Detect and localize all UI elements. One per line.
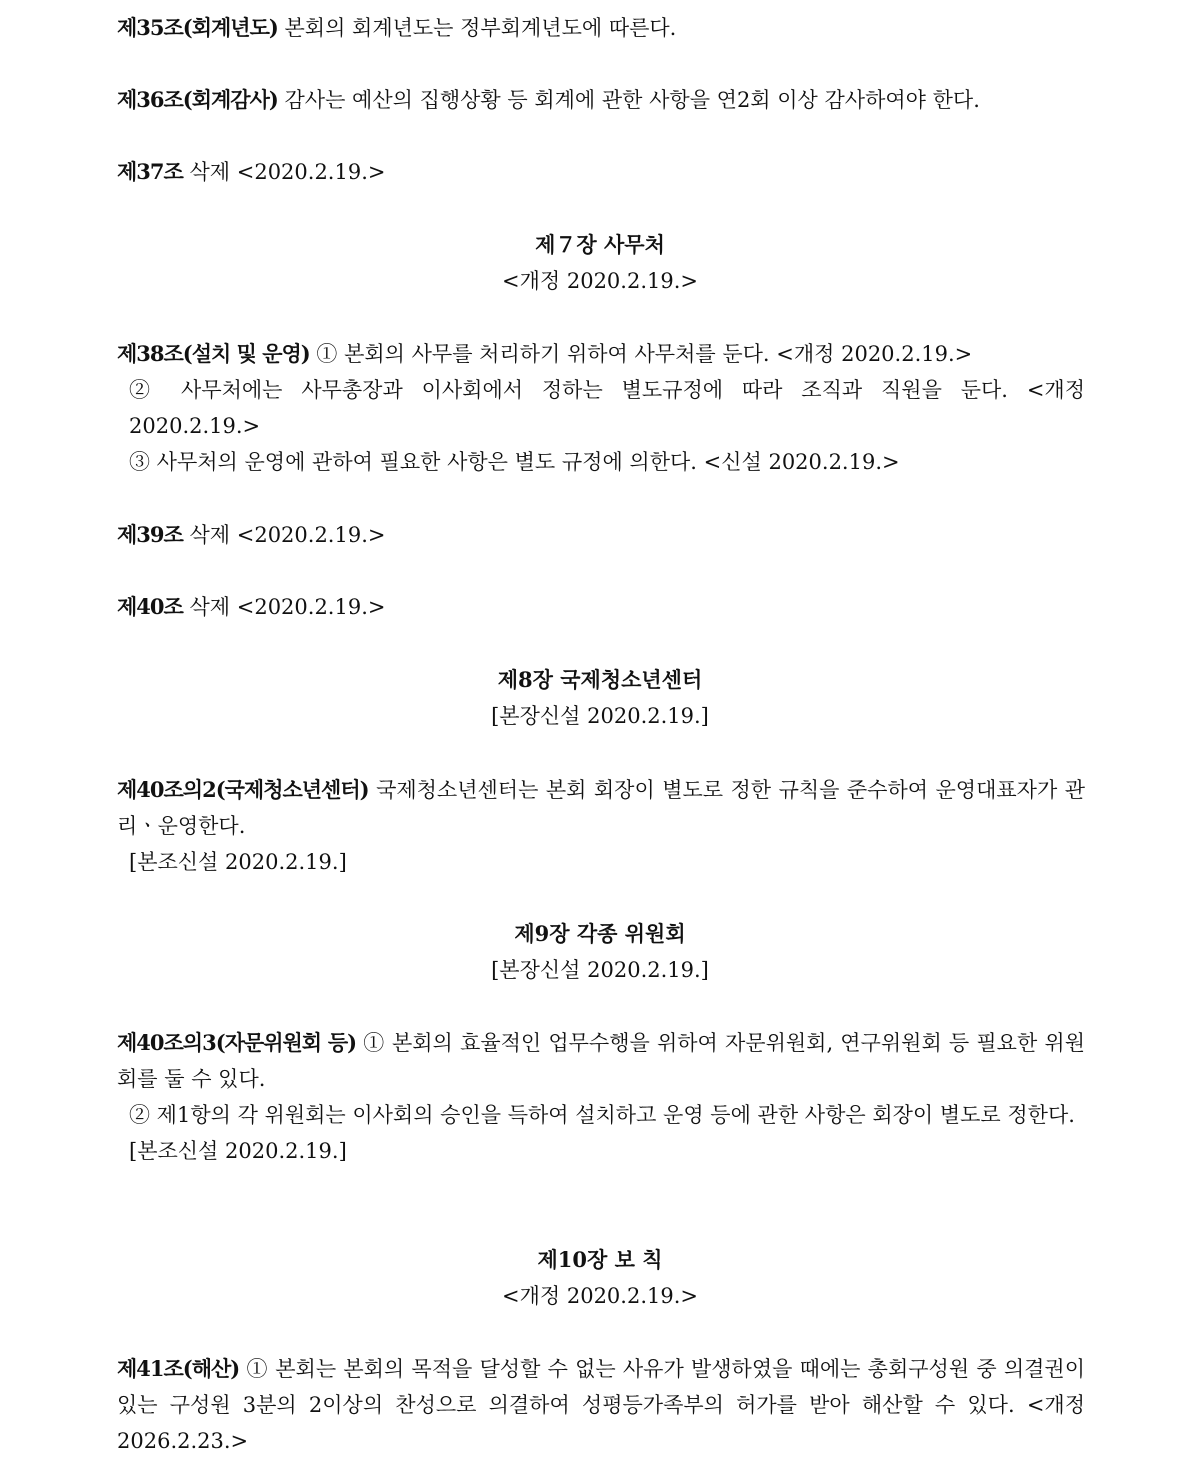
article-40-2 xyxy=(117,772,1085,880)
article-paragraph-1: ① 본회는 본회의 목적을 달성할 수 없는 사유가 발생하였을 때에는 총회구성원 중 의결권이 있는 구성원 3분의 2이상의 찬성으로 의결하여 성평등가족부의 허가를 받아 해산할 수 있다. <개정 2026.2.23.> xyxy=(117,1357,1085,1453)
article-title: 제39조 xyxy=(117,522,183,547)
article-note: [본조신설 2020.2.19.] xyxy=(129,850,347,874)
article-text: 본회의 회계년도는 정부회계년도에 따른다. xyxy=(284,16,677,40)
article-paragraph-2: ② 제1항의 각 위원회는 이사회의 승인을 득하여 설치하고 운영 등에 관한 사항은 회장이 별도로 정한다. xyxy=(129,1103,1075,1127)
article-36 xyxy=(117,82,1085,118)
article-title: 제38조(설치 및 운영) xyxy=(117,341,310,366)
article-title: 제40조의3(자문위원회 등) xyxy=(117,1030,357,1055)
article-40-3 xyxy=(117,1025,1085,1169)
chapter-note: [본장신설 2020.2.19.] xyxy=(491,958,709,982)
article-text: 감사는 예산의 집행상황 등 회계에 관한 사항을 연2회 이상 감사하여야 한다. xyxy=(284,88,980,112)
article-41 xyxy=(117,1351,1085,1459)
article-text: 삭제 <2020.2.19.> xyxy=(189,160,386,184)
article-39 xyxy=(117,517,1085,553)
chapter-7 xyxy=(0,227,1200,299)
article-title: 제37조 xyxy=(117,159,183,184)
chapter-9 xyxy=(0,916,1200,988)
chapter-note: [본장신설 2020.2.19.] xyxy=(491,704,709,728)
article-title: 제40조의2(국제청소년센터) xyxy=(117,777,369,802)
article-37 xyxy=(117,154,1085,190)
article-35 xyxy=(117,10,1085,46)
article-paragraph-1: ① 본회의 사무를 처리하기 위하여 사무처를 둔다. <개정 2020.2.19.> xyxy=(316,342,973,366)
article-title: 제40조 xyxy=(117,594,183,619)
article-title: 제35조(회계년도) xyxy=(117,15,278,40)
article-paragraph-3: ③ 사무처의 운영에 관하여 필요한 사항은 별도 규정에 의한다. <신설 2020.2.19.> xyxy=(129,450,900,474)
article-38 xyxy=(117,336,1085,480)
article-paragraph-1: ① 본회의 효율적인 업무수행을 위하여 자문위원회, 연구위원회 등 필요한 위원회를 둘 수 있다. xyxy=(117,1031,1085,1091)
chapter-heading: 제７장 사무처 xyxy=(535,232,665,257)
chapter-10 xyxy=(0,1242,1200,1314)
article-title: 제41조(해산) xyxy=(117,1356,240,1381)
article-text: 삭제 <2020.2.19.> xyxy=(189,595,386,619)
article-40 xyxy=(117,589,1085,625)
chapter-heading: 제9장 각종 위원회 xyxy=(514,921,686,946)
chapter-heading: 제10장 보 칙 xyxy=(537,1247,663,1272)
chapter-8 xyxy=(0,662,1200,734)
article-text: 삭제 <2020.2.19.> xyxy=(189,523,386,547)
chapter-heading: 제8장 국제청소년센터 xyxy=(497,667,703,692)
article-note: [본조신설 2020.2.19.] xyxy=(129,1139,347,1163)
chapter-note: <개정 2020.2.19.> xyxy=(502,1284,698,1308)
chapter-note: <개정 2020.2.19.> xyxy=(502,269,698,293)
article-text: 국제청소년센터는 본회 회장이 별도로 정한 규칙을 준수하여 운영대표자가 관리ㆍ운영한다. xyxy=(117,778,1085,838)
article-paragraph-2: ② 사무처에는 사무총장과 이사회에서 정하는 별도규정에 따라 조직과 직원을 둔다. <개정 2020.2.19.> xyxy=(129,378,1085,438)
article-title: 제36조(회계감사) xyxy=(117,87,278,112)
